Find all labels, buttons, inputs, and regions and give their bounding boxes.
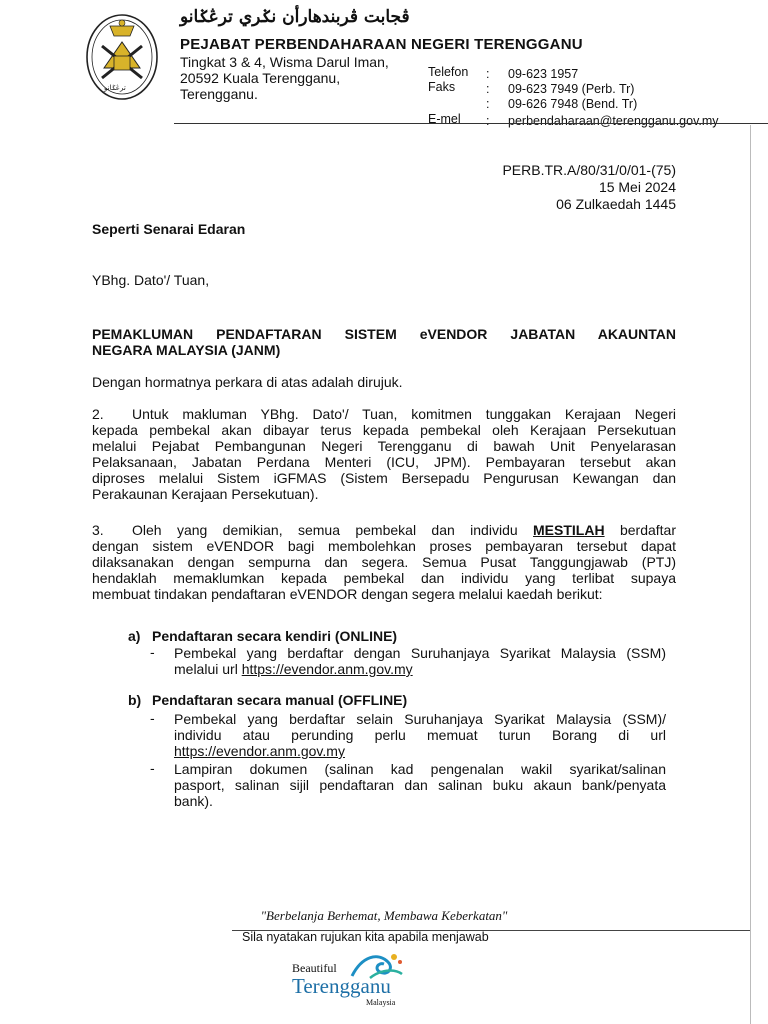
item-b-heading: [128, 692, 407, 708]
paragraph-2-line: Pelaksanaan, Jabatan Perdana Menteri (ICU, JPM). Pembayaran tersebut akan: [92, 454, 676, 470]
separator: :: [486, 97, 490, 111]
item-b-bullet-line: bank).: [174, 793, 213, 809]
recipient: Seperti Senarai Edaran: [92, 221, 246, 237]
item-a-bullet-line: Pembekal yang berdaftar dengan Suruhanjaya Syarikat Malaysia (SSM): [174, 645, 666, 661]
paragraph-2: [92, 406, 676, 502]
crest-label: ترڠݢانو: [104, 84, 126, 92]
address-line-2: 20592 Kuala Terengganu,: [180, 70, 341, 86]
motto: "Berbelanja Berhemat, Membawa Keberkatan": [260, 908, 508, 923]
paragraph-number: 2.: [92, 406, 104, 422]
item-b-bullet-2: [174, 761, 666, 809]
paragraph-3: [92, 522, 676, 602]
paragraph-3-text: Oleh yang demikian, semua pembekal dan individu: [132, 522, 518, 538]
paragraph-3-line: hendaklah memaklumkan kepada pembekal dan individu yang terlibat supaya: [92, 570, 676, 586]
paragraph-2-line: Perakaunan Kerajaan Persekutuan).: [92, 486, 319, 502]
separator: :: [486, 67, 490, 81]
separator: :: [486, 82, 490, 96]
item-a-title: Pendaftaran secara kendiri (ONLINE): [152, 628, 398, 644]
reference-number: PERB.TR.A/80/31/0/01-(75): [502, 162, 676, 178]
telefon-value: 09-623 1957: [508, 67, 579, 81]
subject-line-1: PEMAKLUMAN PENDAFTARAN SISTEM eVENDOR JABATAN AKAUNTAN: [92, 326, 676, 342]
item-b-title: Pendaftaran secara manual (OFFLINE): [152, 692, 408, 708]
telefon-label: Telefon: [428, 65, 469, 79]
emphasis-mestilah: MESTILAH: [533, 522, 605, 538]
address-line-1: Tingkat 3 & 4, Wisma Darul Iman,: [180, 54, 389, 70]
email-value: perbendaharaan@terengganu.gov.my: [508, 114, 719, 128]
item-a-heading: [128, 628, 397, 644]
office-name: PEJABAT PERBENDAHARAAN NEGERI TERENGGANU: [180, 36, 583, 53]
paragraph-number: 3.: [92, 522, 104, 538]
logo-text-malaysia: Malaysia: [366, 998, 396, 1007]
letter-date: 15 Mei 2024: [598, 179, 676, 195]
subject-heading: [92, 326, 676, 358]
item-b-bullet-line: Pembekal yang berdaftar selain Suruhanjaya Syarikat Malaysia (SSM)/: [174, 711, 666, 727]
paragraph-2-line: diproses melalui Sistem iGFMAS (Sistem Bersepadu Pengurusan Kewangan dan: [92, 470, 676, 486]
item-b-bullet-1: [174, 711, 666, 759]
address-line-3: Terengganu.: [180, 86, 258, 102]
item-b-label: b): [128, 692, 142, 708]
hijri-date: 06 Zulkaedah 1445: [556, 196, 676, 212]
item-b-bullet-line: Lampiran dokumen (salinan kad pengenalan wakil syarikat/salinan: [174, 761, 666, 777]
faks-label: Faks: [428, 80, 456, 94]
paragraph-2-text: Untuk makluman YBhg. Dato'/ Tuan, komitmen tunggakan Kerajaan Negeri: [132, 406, 676, 422]
salutation: YBhg. Dato'/ Tuan,: [92, 272, 210, 288]
bullet-dash: -: [150, 710, 155, 726]
faks-value-1: 09-623 7949 (Perb. Tr): [508, 82, 635, 96]
paragraph-3-line: dengan sistem eVENDOR bagi membolehkan proses pembayaran tersebut dapat: [92, 538, 676, 554]
logo-text-terengganu: Terengganu: [292, 974, 391, 998]
item-a-bullet-1: [174, 645, 666, 677]
email-label: E-mel: [428, 112, 461, 126]
paragraph-2-line: [92, 406, 676, 422]
paragraph-2-line: kepada pembekal akan dibayar terus kepada pembekal oleh Kerajaan Persekutuan: [92, 422, 676, 438]
item-b-bullet-line: individu atau perunding perlu memuat turun Borang di url: [174, 727, 666, 743]
item-a-bullet-line: [174, 661, 666, 677]
paragraph-3-line: membuat tindakan pendaftaran eVENDOR dengan segera melalui kaedah berikut:: [92, 586, 603, 602]
paragraph-3-line: dilaksanakan dengan sempurna dan segera. Semua Pusat Tanggungjawab (PTJ): [92, 554, 676, 570]
page-edge: [750, 125, 751, 1024]
item-b-bullet-line: pasport, salinan sijil pendaftaran dan salinan buku akaun bank/penyata: [174, 777, 666, 793]
paragraph-3-line: [92, 522, 676, 538]
item-a-bullet-text: melalui url: [174, 661, 238, 677]
evendor-url-link[interactable]: https://evendor.anm.gov.my: [174, 743, 345, 759]
separator: :: [486, 114, 490, 128]
paragraph-1: Dengan hormatnya perkara di atas adalah dirujuk.: [92, 374, 403, 390]
logo-text-beautiful: Beautiful: [292, 961, 337, 975]
paragraph-2-line: melalui Pejabat Pembangunan Negeri Terengganu di bawah Unit Penyelarasan: [92, 438, 676, 454]
bullet-dash: -: [150, 760, 155, 776]
header-rule: [174, 123, 768, 124]
reply-note: Sila nyatakan rujukan kita apabila menjawab: [242, 930, 489, 944]
subject-line-2: NEGARA MALAYSIA (JANM): [92, 342, 281, 358]
paragraph-3-text: berdaftar: [619, 522, 676, 538]
item-a-label: a): [128, 628, 141, 644]
evendor-url-link[interactable]: https://evendor.anm.gov.my: [241, 661, 413, 677]
jawi-office-name: ڤجابت ڤربندهارأن نݢري ترڠݢانو: [180, 7, 410, 27]
bullet-dash: -: [150, 644, 155, 660]
faks-value-2: 09-626 7948 (Bend. Tr): [508, 97, 638, 111]
